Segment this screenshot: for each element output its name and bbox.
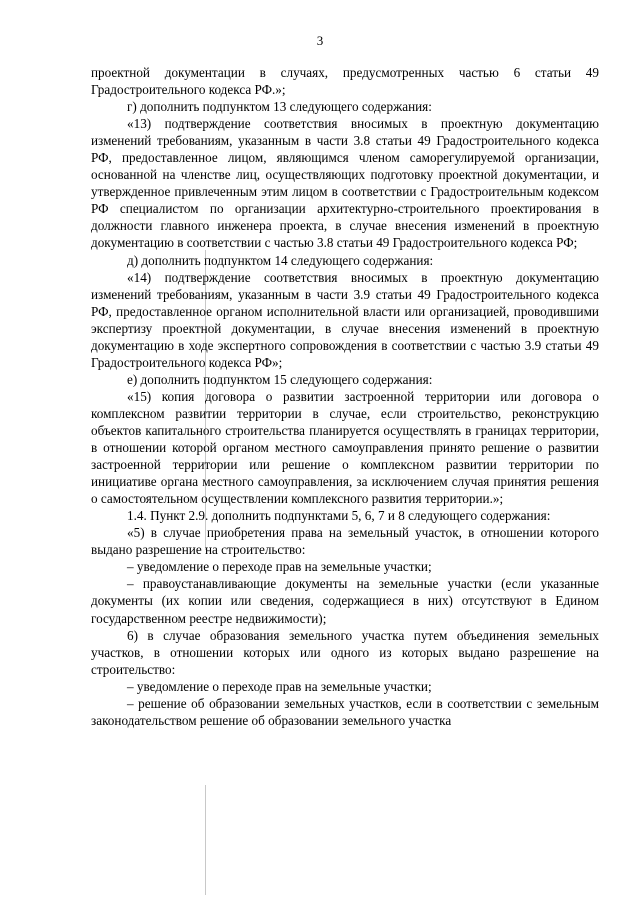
scan-artifact-line	[205, 785, 206, 895]
list-item: – правоустанавливающие документы на земельные участки (если указанные документы (их копии или сведения, содержащиеся в них) отсутствуют в Едином государственном реестре недвижимости);	[91, 576, 599, 626]
paragraph: 1.4. Пункт 2.9. дополнить подпунктами 5, 6, 7 и 8 следующего содержания:	[127, 508, 551, 524]
paragraph: «14) подтверждение соответствия вносимых в проектную документацию изменений требованиям, указанным в части 3.9 статьи 49 Градостроительного кодекса РФ, предоставленное органом исполнительной власти или организацией, проводившими экспертизу проектной документации, в случае внесения изменений в проектную документацию в ходе экспертного сопровождения в соответствии с частью 3.9 статьи 49 Градостроительного кодекса РФ»;	[91, 269, 599, 370]
list-item: – уведомление о переходе прав на земельные участки;	[127, 678, 432, 694]
paragraph: «5) в случае приобретения права на земельный участок, в отношении которого выдано разрешение на строительство:	[91, 525, 599, 558]
paragraph: «15) копия договора о развитии застроенной территории или договора о комплексном развитии территории в случае, если строительство, реконструкцию объектов капитального строительства планируется осуществлять в границах территории, в отношении которой органом местного самоуправления принято решение о развитии застроенной территории или решение о комплексном развитии территории по инициативе органа местного самоуправления, за исключением случая принятия решения о самостоятельном осуществлении комплексного развития территории.»;	[91, 388, 599, 507]
paragraph: е) дополнить подпунктом 15 следующего содержания:	[127, 371, 433, 387]
paragraph: д) дополнить подпунктом 14 следующего содержания:	[127, 252, 434, 268]
list-item: – решение об образовании земельных участков, если в соответствии с земельным законодательством решение об образовании земельного участка	[91, 695, 599, 728]
paragraph: г) дополнить подпунктом 13 следующего содержания:	[127, 99, 432, 115]
list-item: – уведомление о переходе прав на земельные участки;	[127, 559, 432, 575]
paragraph: проектной документации в случаях, предусмотренных частью 6 статьи 49 Градостроительного кодекса РФ.»;	[91, 65, 599, 98]
paragraph: «13) подтверждение соответствия вносимых в проектную документацию изменений требованиям, указанным в части 3.8 статьи 49 Градостроительного кодекса РФ, предоставленное лицом, являющимся членом саморегулируемой организации, основанной на членстве лиц, осуществляющих подготовку проектной документации, и утвержденное привлеченным этим лицом в соответствии с Градостроительным кодексом РФ специалистом по организации архитектурно-строительного проектирования в должности главного инженера проекта, в случае внесения изменений в проектную документацию в соответствии с частью 3.8 статьи 49 Градостроительного кодекса РФ;	[91, 116, 599, 251]
document-body	[91, 64, 599, 729]
paragraph: 6) в случае образования земельного участка путем объединения земельных участков, в отношении которых или одного из которых выдано разрешение на строительство:	[91, 627, 599, 677]
page-number: 3	[316, 33, 324, 48]
